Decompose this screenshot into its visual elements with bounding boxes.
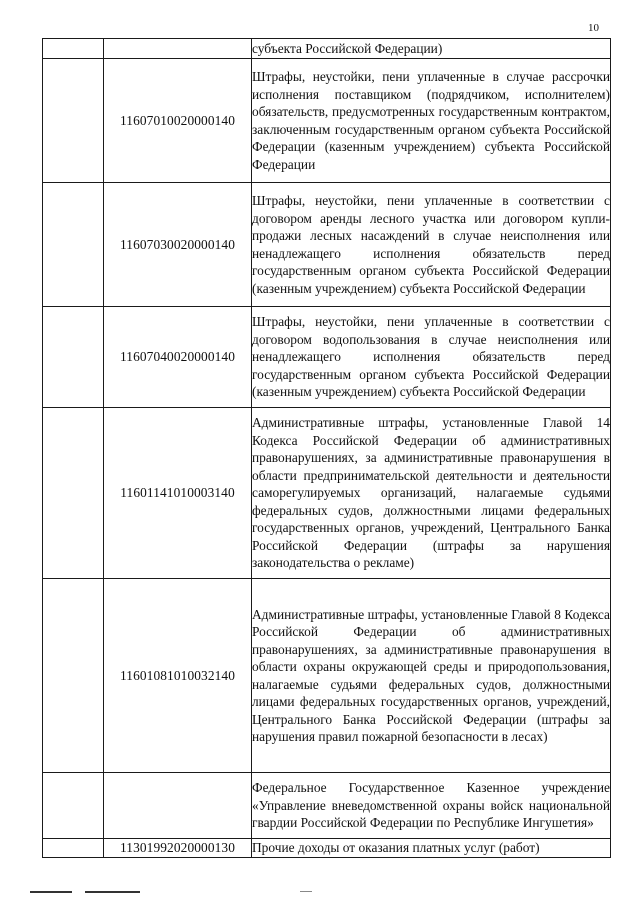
description-cell (252, 579, 611, 773)
empty-cell (43, 307, 104, 408)
description-text: Штрафы, неустойки, пени уплаченные в случае рассрочки исполнения поставщиком (подрядчиком, исполнителем) обязательств, предусмотренных государственным контрактом, заключенным государственным органом субъекта Российской Федерации (казенным учреждением) субъекта Российской Федерации (252, 69, 610, 172)
empty-cell (43, 839, 104, 858)
empty-cell (43, 183, 104, 307)
description-text: субъекта Российской Федерации) (252, 40, 443, 56)
empty-cell (43, 408, 104, 579)
description-text: Административные штрафы, установленные Главой 14 Кодекса Российской Федерации об административных правонарушениях, за административные правонарушения в области предпринимательской деятельности и деятельности саморегулируемых организаций, налагаемые судьями федеральных судов, должностными лицами федеральных государственных органов, учреждений, Центрального Банка Российской Федерации (штрафы за нарушения законодательства о рекламе) (252, 415, 610, 571)
description-cell (252, 59, 611, 183)
description-cell (252, 408, 611, 579)
revenue-codes-table (42, 38, 611, 858)
scan-artifact (85, 891, 140, 893)
code-cell: 11301992020000130 (104, 839, 252, 858)
empty-cell (43, 579, 104, 773)
empty-cell (43, 39, 104, 59)
code-cell: 11601081010032140 (104, 579, 252, 773)
code-cell: 11607010020000140 (104, 59, 252, 183)
description-text: Административные штрафы, установленные Главой 8 Кодекса Российской Федерации об административных правонарушениях, за административные правонарушения в области охраны окружающей среды и природопользования, налагаемые судьями федеральных судов, должностными лицами федеральных государственных органов, учреждений, Центрального Банка Российской Федерации (штрафы за нарушения правил пожарной безопасности в лесах) (252, 606, 610, 744)
description-text: Штрафы, неустойки, пени уплаченные в соответствии с договором аренды лесного участка или договором купли-продажи лесных насаждений в случае неисполнения или ненадлежащего исполнения обязательств перед государственным органом субъекта Российской Федерации (казенным учреждением) субъекта Российской Федерации (252, 193, 610, 296)
table-row (43, 839, 611, 858)
code-cell (104, 773, 252, 839)
empty-cell (43, 59, 104, 183)
table-row (43, 39, 611, 59)
description-cell (252, 39, 611, 59)
empty-cell (43, 773, 104, 839)
table-row (43, 408, 611, 579)
code-cell (104, 39, 252, 59)
code-cell: 11607030020000140 (104, 183, 252, 307)
table-row (43, 183, 611, 307)
table-row (43, 307, 611, 408)
table-row (43, 773, 611, 839)
table-row (43, 579, 611, 773)
scan-artifact (30, 891, 72, 893)
description-text: Прочие доходы от оказания платных услуг (работ) (252, 840, 540, 855)
description-cell (252, 183, 611, 307)
description-cell (252, 839, 611, 858)
page-number: 10 (588, 22, 599, 34)
code-cell: 11607040020000140 (104, 307, 252, 408)
scan-artifact (300, 891, 312, 892)
description-cell (252, 773, 611, 839)
code-cell: 11601141010003140 (104, 408, 252, 579)
description-cell (252, 307, 611, 408)
table-row (43, 59, 611, 183)
description-text: Федеральное Государственное Казенное учреждение «Управление вневедомственной охраны войск национальной гвардии Российской Федерации по Республике Ингушетия» (252, 780, 610, 831)
description-text: Штрафы, неустойки, пени уплаченные в соответствии с договором водопользования в случае неисполнения или ненадлежащего исполнения обязательств перед государственным органом субъекта Российской Федерации (казенным учреждением) субъекта Российской Федерации (252, 314, 610, 400)
